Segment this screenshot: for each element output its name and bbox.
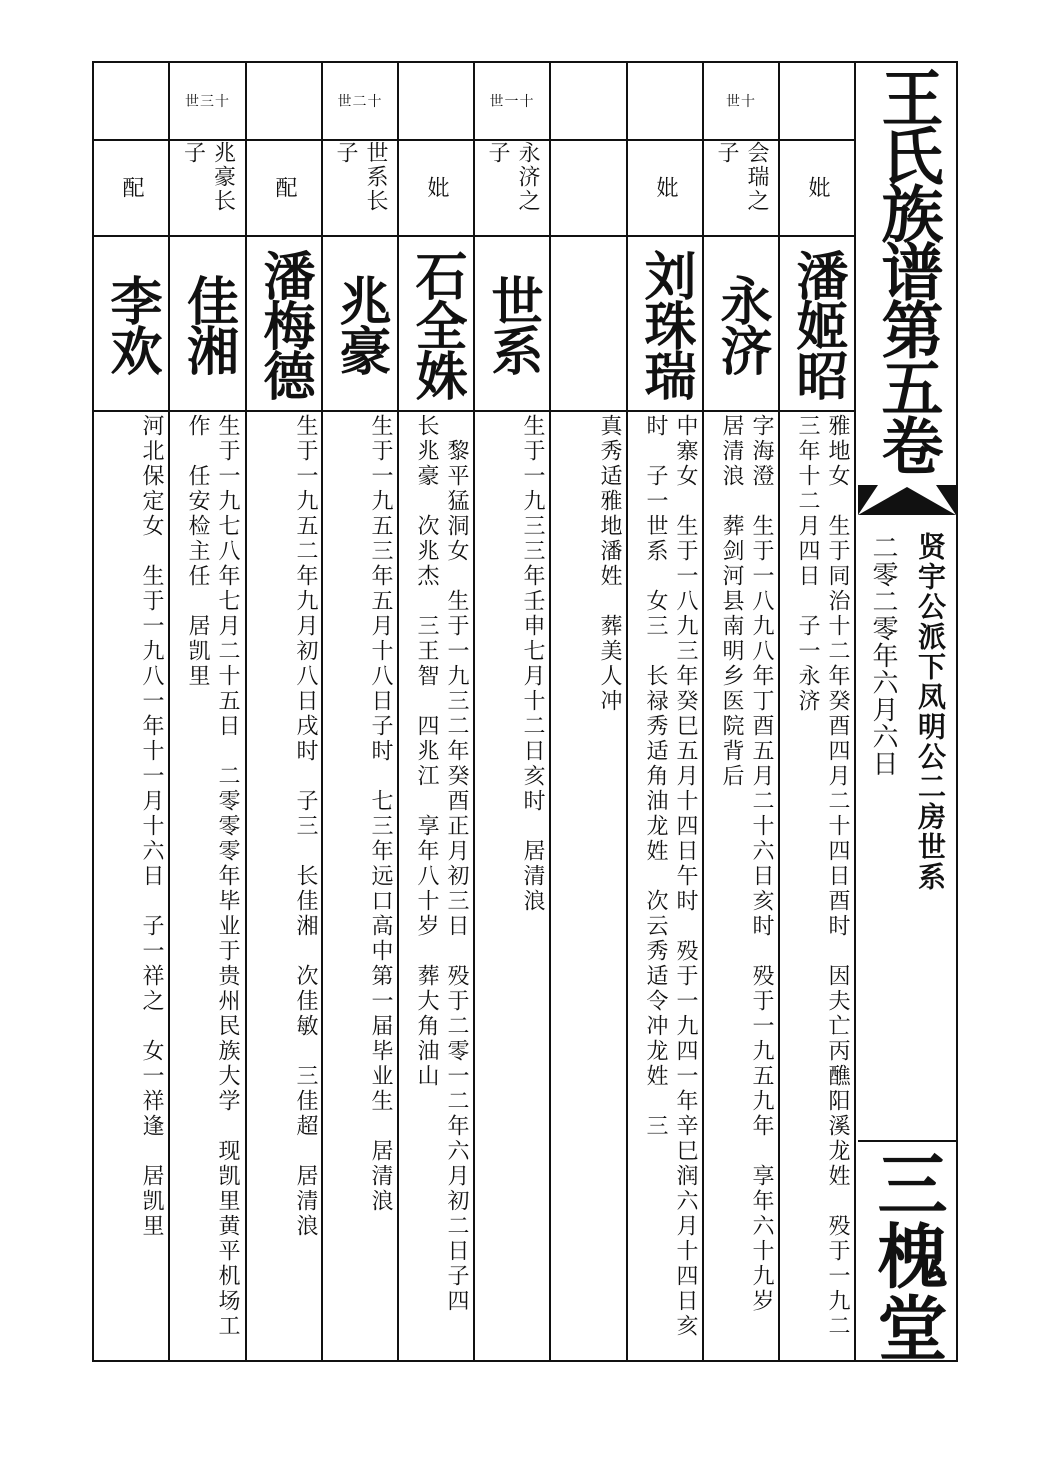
person-detail: 生于一九三三年壬申七月十二日亥时 居清浪 bbox=[520, 414, 545, 914]
person-name: 潘梅德 bbox=[254, 248, 315, 399]
person-name: 永济 bbox=[711, 273, 772, 374]
person-name: 世系 bbox=[482, 273, 543, 374]
publication-date: 二零二零年六月六日 bbox=[868, 534, 898, 777]
relation-cell bbox=[247, 141, 321, 235]
relation-cell bbox=[94, 141, 168, 235]
relation-cell bbox=[475, 141, 549, 235]
generation-cell bbox=[551, 63, 626, 139]
relation-cell bbox=[170, 141, 245, 235]
name-cell bbox=[323, 237, 397, 410]
generation-label: 世二十 bbox=[337, 94, 383, 110]
relation-label: 会瑞之子 bbox=[714, 141, 769, 213]
person-detail: 雅地女 生于同治十二年癸酉四月二十四日酉时 因夫亡丙醮阳溪龙姓 殁于一九二三年十二月四日 子一永济 bbox=[795, 414, 850, 1339]
person-detail: 生于一九五二年九月初八日戌时 子三 长佳湘 次佳敏 三佳超 居清浪 bbox=[293, 414, 318, 1239]
person-detail: 生于一九七八年七月二十五日 二零零零年毕业于贵州民族大学 现凯里黄平机场工作 任安检主任 居凯里 bbox=[185, 414, 240, 1339]
column-divider bbox=[854, 61, 856, 1362]
relation-label: 配 bbox=[119, 176, 144, 200]
relation-cell bbox=[628, 141, 702, 235]
name-cell bbox=[704, 237, 778, 410]
name-cell bbox=[780, 237, 854, 410]
relation-cell bbox=[780, 141, 854, 235]
name-cell bbox=[94, 237, 168, 410]
name-cell bbox=[475, 237, 549, 410]
name-cell bbox=[551, 237, 626, 410]
branch-subtitle: 贤宇公派下凤明公二房世系 bbox=[914, 532, 947, 892]
generation-cell bbox=[628, 63, 702, 139]
relation-label: 妣 bbox=[805, 176, 830, 200]
name-cell bbox=[399, 237, 473, 410]
relation-label: 妣 bbox=[424, 176, 449, 200]
name-cell bbox=[247, 237, 321, 410]
generation-label: 世一十 bbox=[489, 94, 535, 110]
relation-cell bbox=[704, 141, 778, 235]
name-cell bbox=[170, 237, 245, 410]
person-name: 潘姬昭 bbox=[787, 248, 848, 399]
relation-label: 永济之子 bbox=[485, 141, 540, 213]
relation-label: 配 bbox=[272, 176, 297, 200]
relation-cell bbox=[399, 141, 473, 235]
person-detail: 字海澄 生于一八九八年丁酉五月二十六日亥时 殁于一九五九年 享年六十九岁 居清浪 葬剑河县南明乡医院背后 bbox=[719, 414, 774, 1339]
title-banner-ornament bbox=[858, 485, 956, 515]
relation-label: 兆豪长子 bbox=[180, 141, 236, 213]
name-cell bbox=[628, 237, 702, 410]
generation-cell bbox=[704, 63, 778, 139]
person-detail: 生于一九五三年五月十八日子时 七三年远口高中第一届毕业生 居清浪 bbox=[368, 414, 393, 1214]
person-name: 李欢 bbox=[101, 273, 162, 374]
generation-cell bbox=[94, 63, 168, 139]
person-detail: 黎平猛洞女 生于一九三二年癸酉正月初三日 殁于二零一二年六月初二日子四 长兆豪 次兆杰 三王智 四兆江 享年八十岁 葬大角油山 bbox=[414, 414, 469, 1339]
person-detail: 中寨女 生于一八九三年癸巳五月十四日午时 殁于一九四一年辛巳润六月十四日亥时 子一世系 女三 长禄秀适角油龙姓 次云秀适令冲龙姓 三 bbox=[643, 414, 698, 1339]
relation-cell bbox=[551, 141, 626, 235]
person-name: 兆豪 bbox=[330, 273, 391, 374]
generation-cell bbox=[399, 63, 473, 139]
person-detail: 真秀适雅地潘姓 葬美人冲 bbox=[597, 414, 622, 714]
relation-label: 妣 bbox=[653, 176, 678, 200]
generation-label: 世十 bbox=[726, 94, 756, 110]
row-divider bbox=[92, 410, 856, 412]
generation-cell bbox=[170, 63, 245, 139]
generation-label: 世三十 bbox=[185, 94, 230, 110]
generation-cell bbox=[247, 63, 321, 139]
person-name: 石全姝 bbox=[406, 248, 467, 399]
relation-label: 世系长子 bbox=[333, 141, 388, 213]
hall-name: 三槐堂 bbox=[866, 1148, 949, 1364]
generation-cell bbox=[475, 63, 549, 139]
generation-cell bbox=[323, 63, 397, 139]
person-name: 刘珠瑞 bbox=[635, 248, 696, 399]
person-name: 佳湘 bbox=[177, 273, 239, 374]
generation-cell bbox=[780, 63, 854, 139]
book-title: 王氏族谱第五卷 bbox=[871, 66, 944, 472]
person-detail: 河北保定女 生于一九八一年十一月十六日 子一祥之 女一祥逢 居凯里 bbox=[139, 414, 164, 1239]
relation-cell bbox=[323, 141, 397, 235]
